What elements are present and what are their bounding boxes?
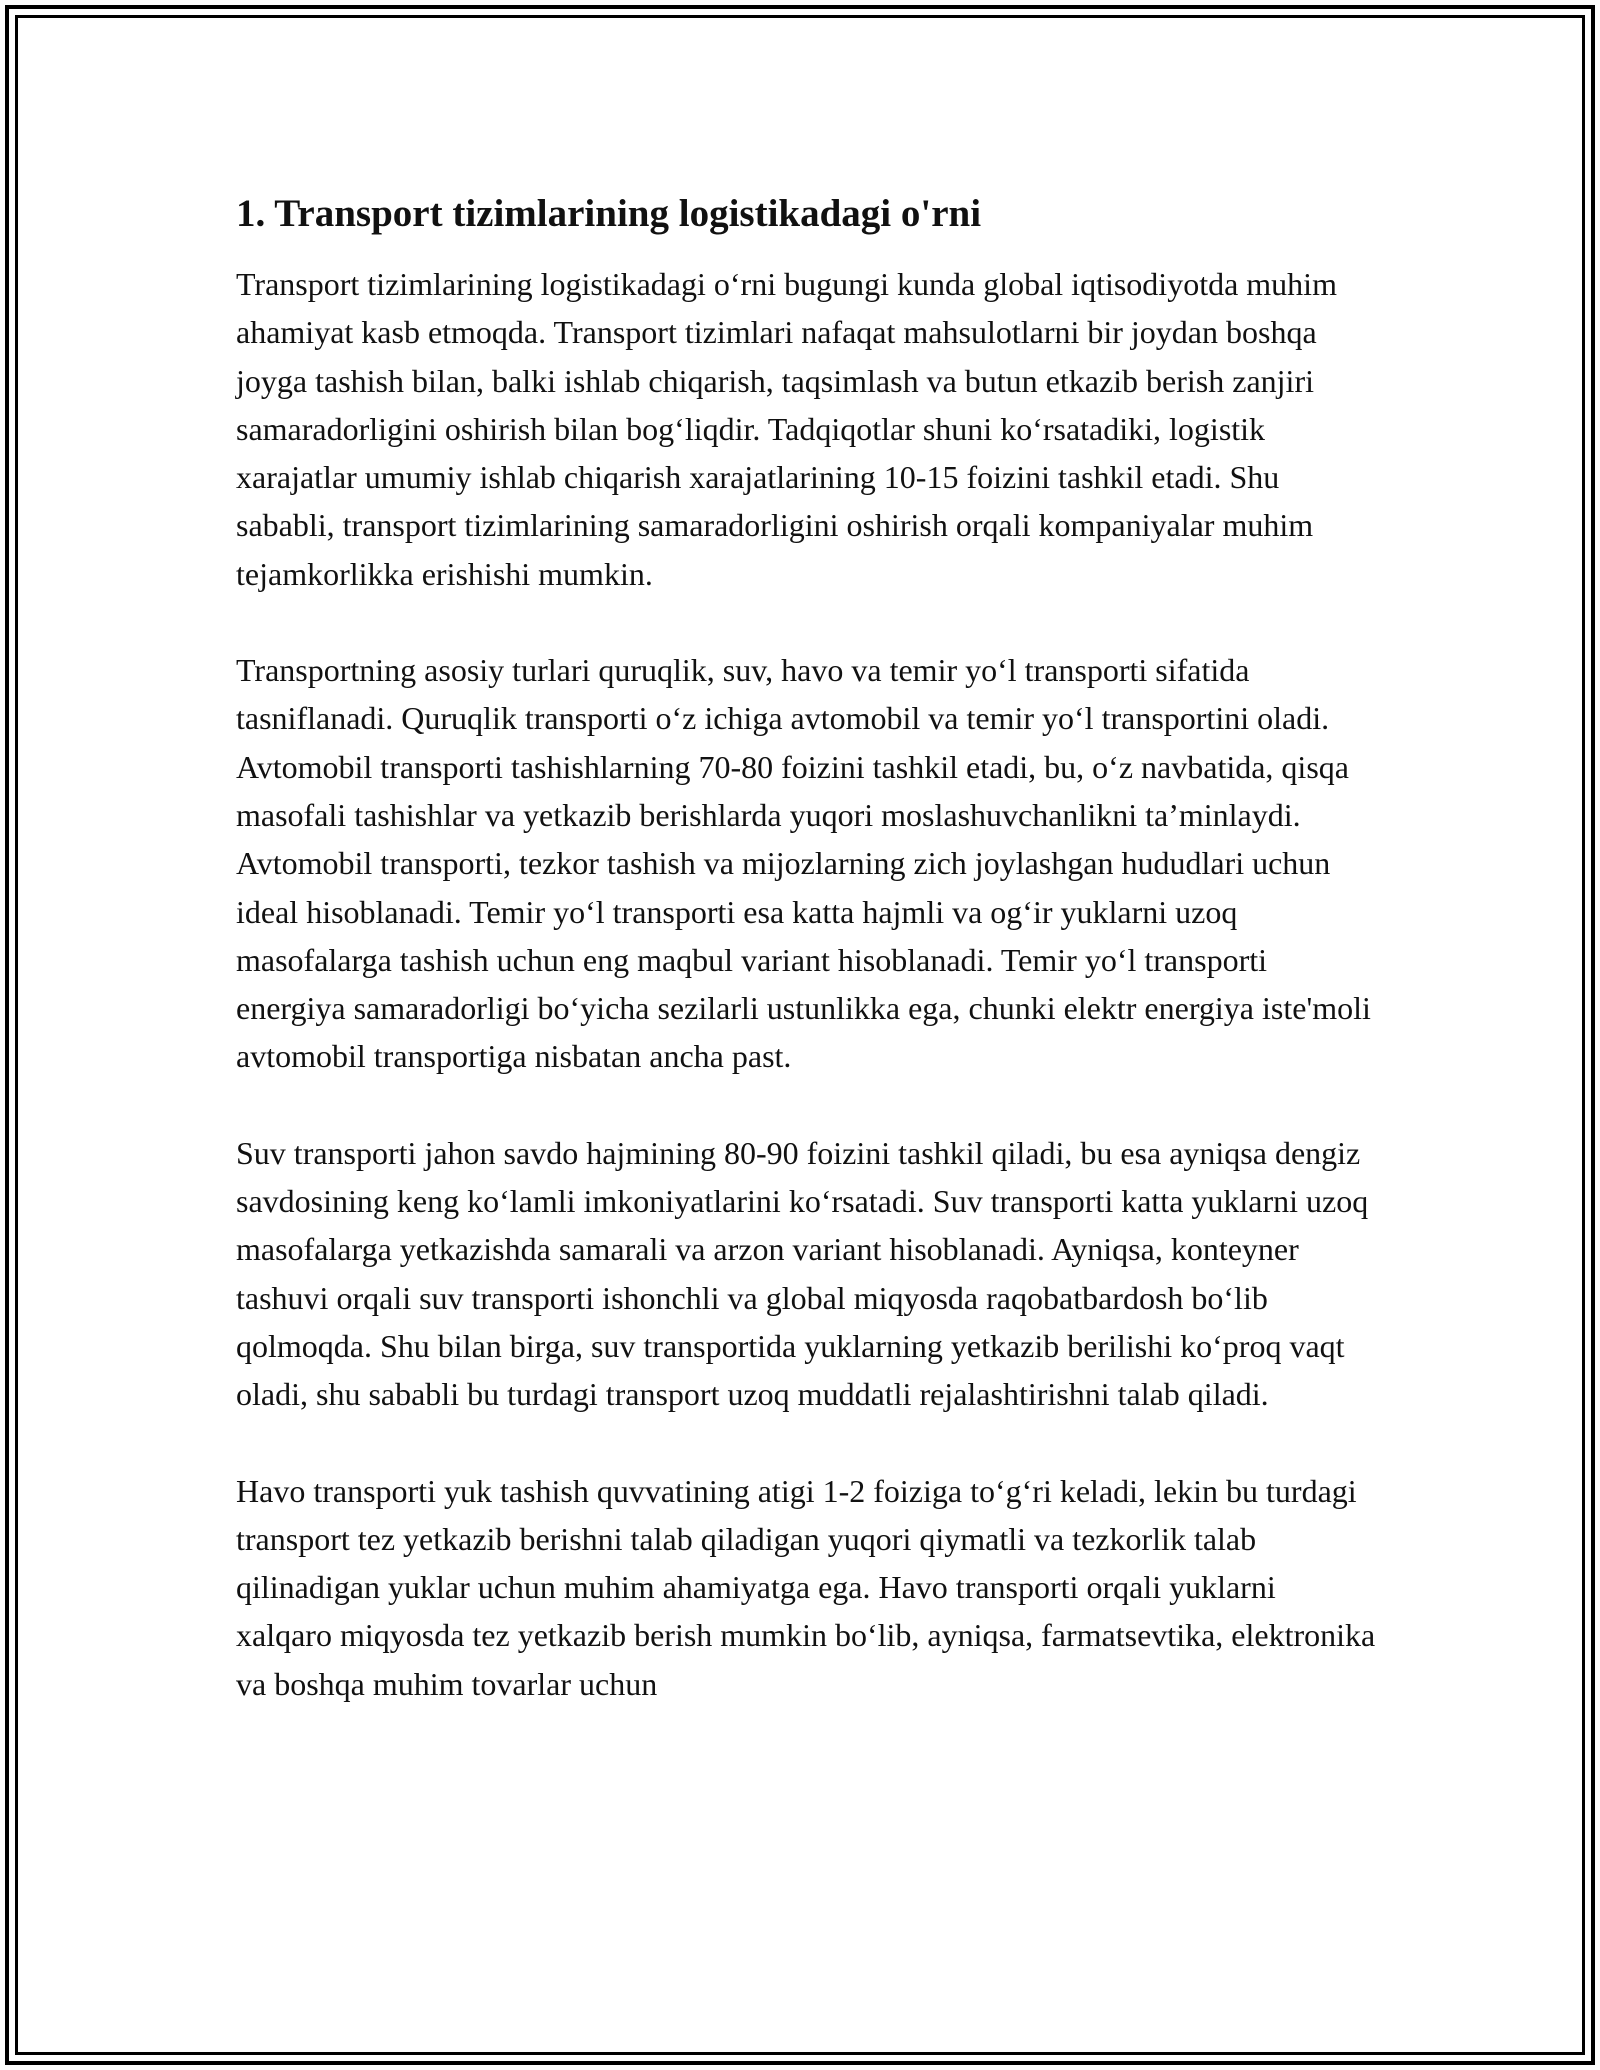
paragraph-role-of-transport: Transport tizimlarining logistikadagi o‘rni bugungi kunda global iqtisodiyotda muhim ahamiyat kasb etmoqda. Transport tizimlari nafaqat mahsulotlarni bir joydan boshqa joyga tashish bilan, balki ishlab chiqarish, taqsimlash va butun etkazib berish zanjiri samaradorligini oshirish bilan bog‘liqdir. Tadqiqotlar shuni ko‘rsatadiki, logistik xarajatlar umumiy ishlab chiqarish xarajatlarining 10-15 foizini tashkil etadi. Shu sababli, transport tizimlarining samaradorligini oshirish orqali kompaniyalar muhim tejamkorlikka erishishi mumkin. [236,266,1337,592]
section-heading: 1. Transport tizimlarining logistikadagi o'rni [236,192,982,235]
document-body [236,190,1376,1708]
paragraph-transport-types: Transportning asosiy turlari quruqlik, suv, havo va temir yo‘l transporti sifatida tasniflanadi. Quruqlik transporti o‘z ichiga avtomobil va temir yo‘l transportini oladi. Avtomobil transporti tashishlarning 70-80 foizini tashkil etadi, bu, o‘z navbatida, qisqa masofali tashishlar va yetkazib berishlarda yuqori moslashuvchanlikni ta’minlaydi. Avtomobil transporti, tezkor tashish va mijozlarning zich joylashgan hududlari uchun ideal hisoblanadi. Temir yo‘l transporti esa katta hajmli va og‘ir yuklarni uzoq masofalarga tashish uchun eng maqbul variant hisoblanadi. Temir yo‘l transporti energiya samaradorligi bo‘yicha sezilarli ustunlikka ega, chunki elektr energiya iste'moli avtomobil transportiga nisbatan ancha past. [236,652,1371,1075]
paragraph-air-transport: Havo transporti yuk tashish quvvatining atigi 1-2 foiziga to‘g‘ri keladi, lekin bu turdagi transport tez yetkazib berishni talab qiladigan yuqori qiymatli va tezkorlik talab qilinadigan yuklar uchun muhim ahamiyatga ega. Havo transporti orqali yuklarni xalqaro miqyosda tez yetkazib berish mumkin bo‘lib, ayniqsa, farmatsevtika, elektronika va boshqa muhim tovarlar uchun [236,1472,1376,1702]
paragraph-water-transport: Suv transporti jahon savdo hajmining 80-90 foizini tashkil qiladi, bu esa ayniqsa dengiz savdosining keng ko‘lamli imkoniyatlarini ko‘rsatadi. Suv transporti katta yuklarni uzoq masofalarga yetkazishda samarali va arzon variant hisoblanadi. Ayniqsa, konteyner tashuvi orqali suv transporti ishonchli va global miqyosda raqobatbardosh bo‘lib qolmoqda. Shu bilan birga, suv transportida yuklarning yetkazib berilishi ko‘proq vaqt oladi, shu sababli bu turdagi transport uzoq muddatli rejalashtirishni talab qiladi. [236,1134,1369,1413]
